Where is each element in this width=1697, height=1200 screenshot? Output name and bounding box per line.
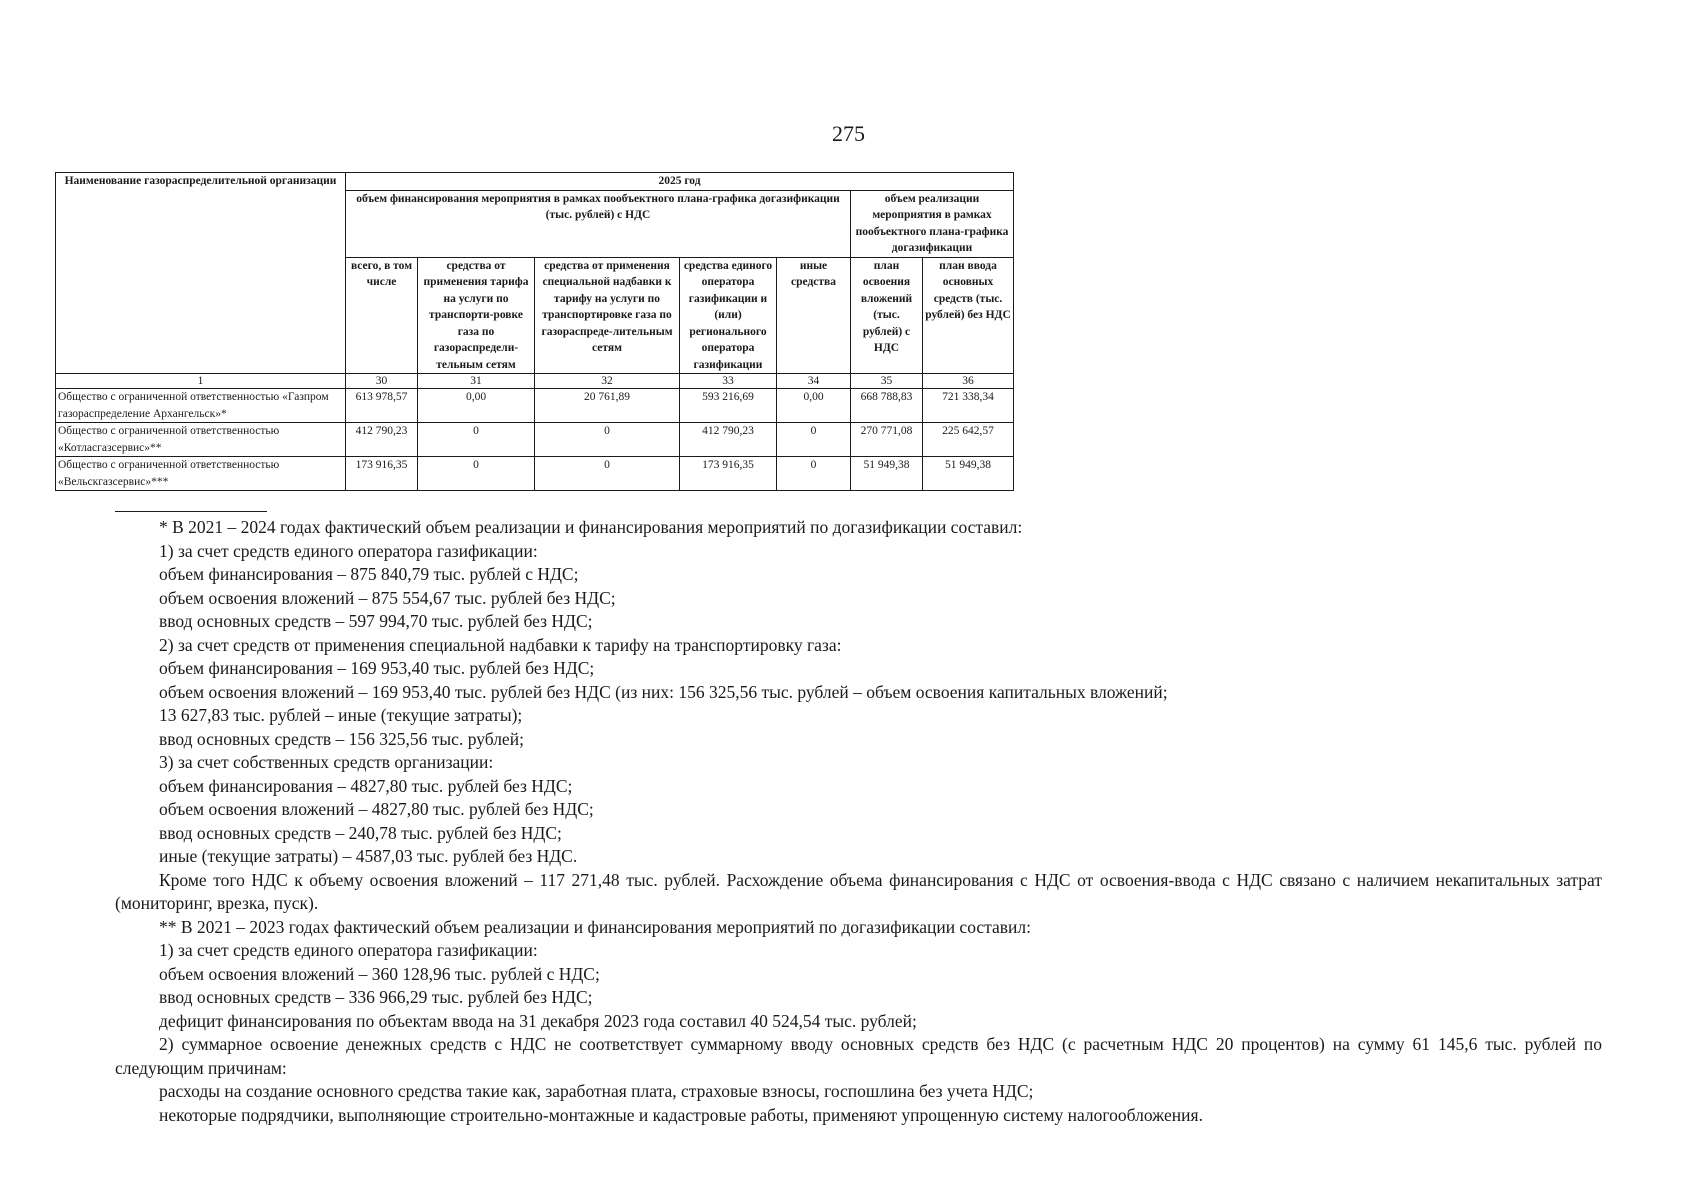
footnote-line: 2) суммарное освоение денежных средств с НДС не соответствует суммарному вводу основных средств без НДС (с расчетным НДС 20 процентов) на сумму 61 145,6 тыс. рублей по следующим причинам:: [115, 1034, 1602, 1078]
column-number: 30: [346, 374, 418, 389]
value-cell: 0: [535, 423, 680, 457]
column-number: 34: [777, 374, 851, 389]
org-name-cell: Общество с ограниченной ответственностью «Вельскгазсервис»***: [56, 457, 346, 491]
footnote-line: иные (текущие затраты) – 4587,03 тыс. рублей без НДС.: [159, 846, 578, 866]
footnote-line: расходы на создание основного средства такие как, заработная плата, страховые взносы, госпошлина без учета НДС;: [159, 1081, 1034, 1101]
header-realization-group: объем реализации мероприятия в рамках пообъектного плана-графика догазификации: [851, 190, 1014, 257]
header-org-name: Наименование газораспределительной организации: [56, 173, 346, 374]
table-row: [56, 457, 1014, 491]
value-cell: 412 790,23: [680, 423, 777, 457]
footnote-line: объем финансирования – 875 840,79 тыс. рублей с НДС;: [159, 564, 579, 584]
footnote-line: объем финансирования – 169 953,40 тыс. рублей без НДС;: [159, 658, 595, 678]
value-cell: 51 949,38: [923, 457, 1014, 491]
value-cell: 721 338,34: [923, 389, 1014, 423]
value-cell: 0,00: [777, 389, 851, 423]
footnotes: [115, 516, 1602, 1127]
value-cell: 412 790,23: [346, 423, 418, 457]
value-cell: 0: [418, 423, 535, 457]
footnote-line: объем освоения вложений – 360 128,96 тыс. рублей с НДС;: [159, 963, 600, 984]
column-number: 1: [56, 374, 346, 389]
header-col-total: всего, в том числе: [346, 257, 418, 374]
header-col-tariff: средства от применения тарифа на услуги по транспорти-ровке газа по газораспредели-тельным сетям: [418, 257, 535, 374]
column-number: 36: [923, 374, 1014, 389]
column-number: 32: [535, 374, 680, 389]
footnote-line: ввод основных средств – 156 325,56 тыс. рублей;: [159, 728, 524, 749]
value-cell: 51 949,38: [851, 457, 923, 491]
footnote-line: объем финансирования – 4827,80 тыс. рублей без НДС;: [159, 775, 573, 796]
value-cell: 225 642,57: [923, 423, 1014, 457]
column-number: 33: [680, 374, 777, 389]
header-col-investment-plan: план освоения вложений (тыс. рублей) с НДС: [851, 257, 923, 374]
value-cell: 0,00: [418, 389, 535, 423]
header-year: 2025 год: [346, 173, 1014, 191]
footnote-line: Кроме того НДС к объему освоения вложений – 117 271,48 тыс. рублей. Расхождение объема финансирования с НДС от освоения-ввода с НДС связано с наличием некапитальных затрат (мониторинг, врезка, пуск).: [115, 869, 1602, 913]
footnote-line: объем освоения вложений – 4827,80 тыс. рублей без НДС;: [159, 799, 594, 819]
footnote-line: некоторые подрядчики, выполняющие строительно-монтажные и кадастровые работы, применяют упрощенную систему налогообложения.: [159, 1104, 1203, 1125]
org-name-cell: Общество с ограниченной ответственностью «Газпром газораспределение Архангельск»*: [56, 389, 346, 423]
value-cell: 0: [535, 457, 680, 491]
footnote-line: ввод основных средств – 597 994,70 тыс. рублей без НДС;: [159, 611, 593, 631]
header-financing-group: объем финансирования мероприятия в рамках пообъектного плана-графика догазификации (тыс. рублей) с НДС: [346, 190, 851, 257]
value-cell: 173 916,35: [346, 457, 418, 491]
org-name-cell: Общество с ограниченной ответственностью «Котласгазсервис»**: [56, 423, 346, 457]
column-number: 31: [418, 374, 535, 389]
value-cell: 613 978,57: [346, 389, 418, 423]
dogasification-table: [55, 172, 1014, 491]
column-number: 35: [851, 374, 923, 389]
footnote-line: 2) за счет средств от применения специальной надбавки к тарифу на транспортировку газа:: [159, 634, 842, 655]
value-cell: 0: [418, 457, 535, 491]
footnote-line: ** В 2021 – 2023 годах фактический объем реализации и финансирования мероприятий по догазификации составил:: [159, 916, 1032, 937]
footnote-line: ввод основных средств – 336 966,29 тыс. рублей без НДС;: [159, 987, 593, 1007]
page-number: 275: [832, 121, 865, 146]
table-row: [56, 389, 1014, 423]
value-cell: 173 916,35: [680, 457, 777, 491]
footnote-line: дефицит финансирования по объектам ввода на 31 декабря 2023 года составил 40 524,54 тыс. рублей;: [159, 1010, 917, 1031]
value-cell: 0: [777, 423, 851, 457]
value-cell: 20 761,89: [535, 389, 680, 423]
value-cell: 270 771,08: [851, 423, 923, 457]
header-col-other: иные средства: [777, 257, 851, 374]
footnote-line: объем освоения вложений – 169 953,40 тыс. рублей без НДС (из них: 156 325,56 тыс. рублей – объем освоения капитальных вложений;: [159, 681, 1168, 702]
footnote-line: объем освоения вложений – 875 554,67 тыс. рублей без НДС;: [159, 587, 616, 608]
value-cell: 0: [777, 457, 851, 491]
footnote-line: 1) за счет средств единого оператора газификации:: [159, 940, 538, 960]
value-cell: 668 788,83: [851, 389, 923, 423]
footnote-line: 13 627,83 тыс. рублей – иные (текущие затраты);: [159, 705, 523, 725]
header-col-assets-plan: план ввода основных средств (тыс. рублей) без НДС: [923, 257, 1014, 374]
footnote-line: 3) за счет собственных средств организации:: [159, 752, 494, 772]
footnote-line: * В 2021 – 2024 годах фактический объем реализации и финансирования мероприятий по догазификации составил:: [159, 517, 1023, 537]
footnote-divider: [115, 511, 267, 512]
table-row: [56, 423, 1014, 457]
value-cell: 593 216,69: [680, 389, 777, 423]
header-col-single-operator: средства единого оператора газификации и (или) регионального оператора газификации: [680, 257, 777, 374]
footnote-line: ввод основных средств – 240,78 тыс. рублей без НДС;: [159, 822, 562, 843]
footnote-line: 1) за счет средств единого оператора газификации:: [159, 540, 538, 561]
header-col-special-surcharge: средства от применения специальной надбавки к тарифу на услуги по транспортировке газа по газораспреде-лительным сетям: [535, 257, 680, 374]
